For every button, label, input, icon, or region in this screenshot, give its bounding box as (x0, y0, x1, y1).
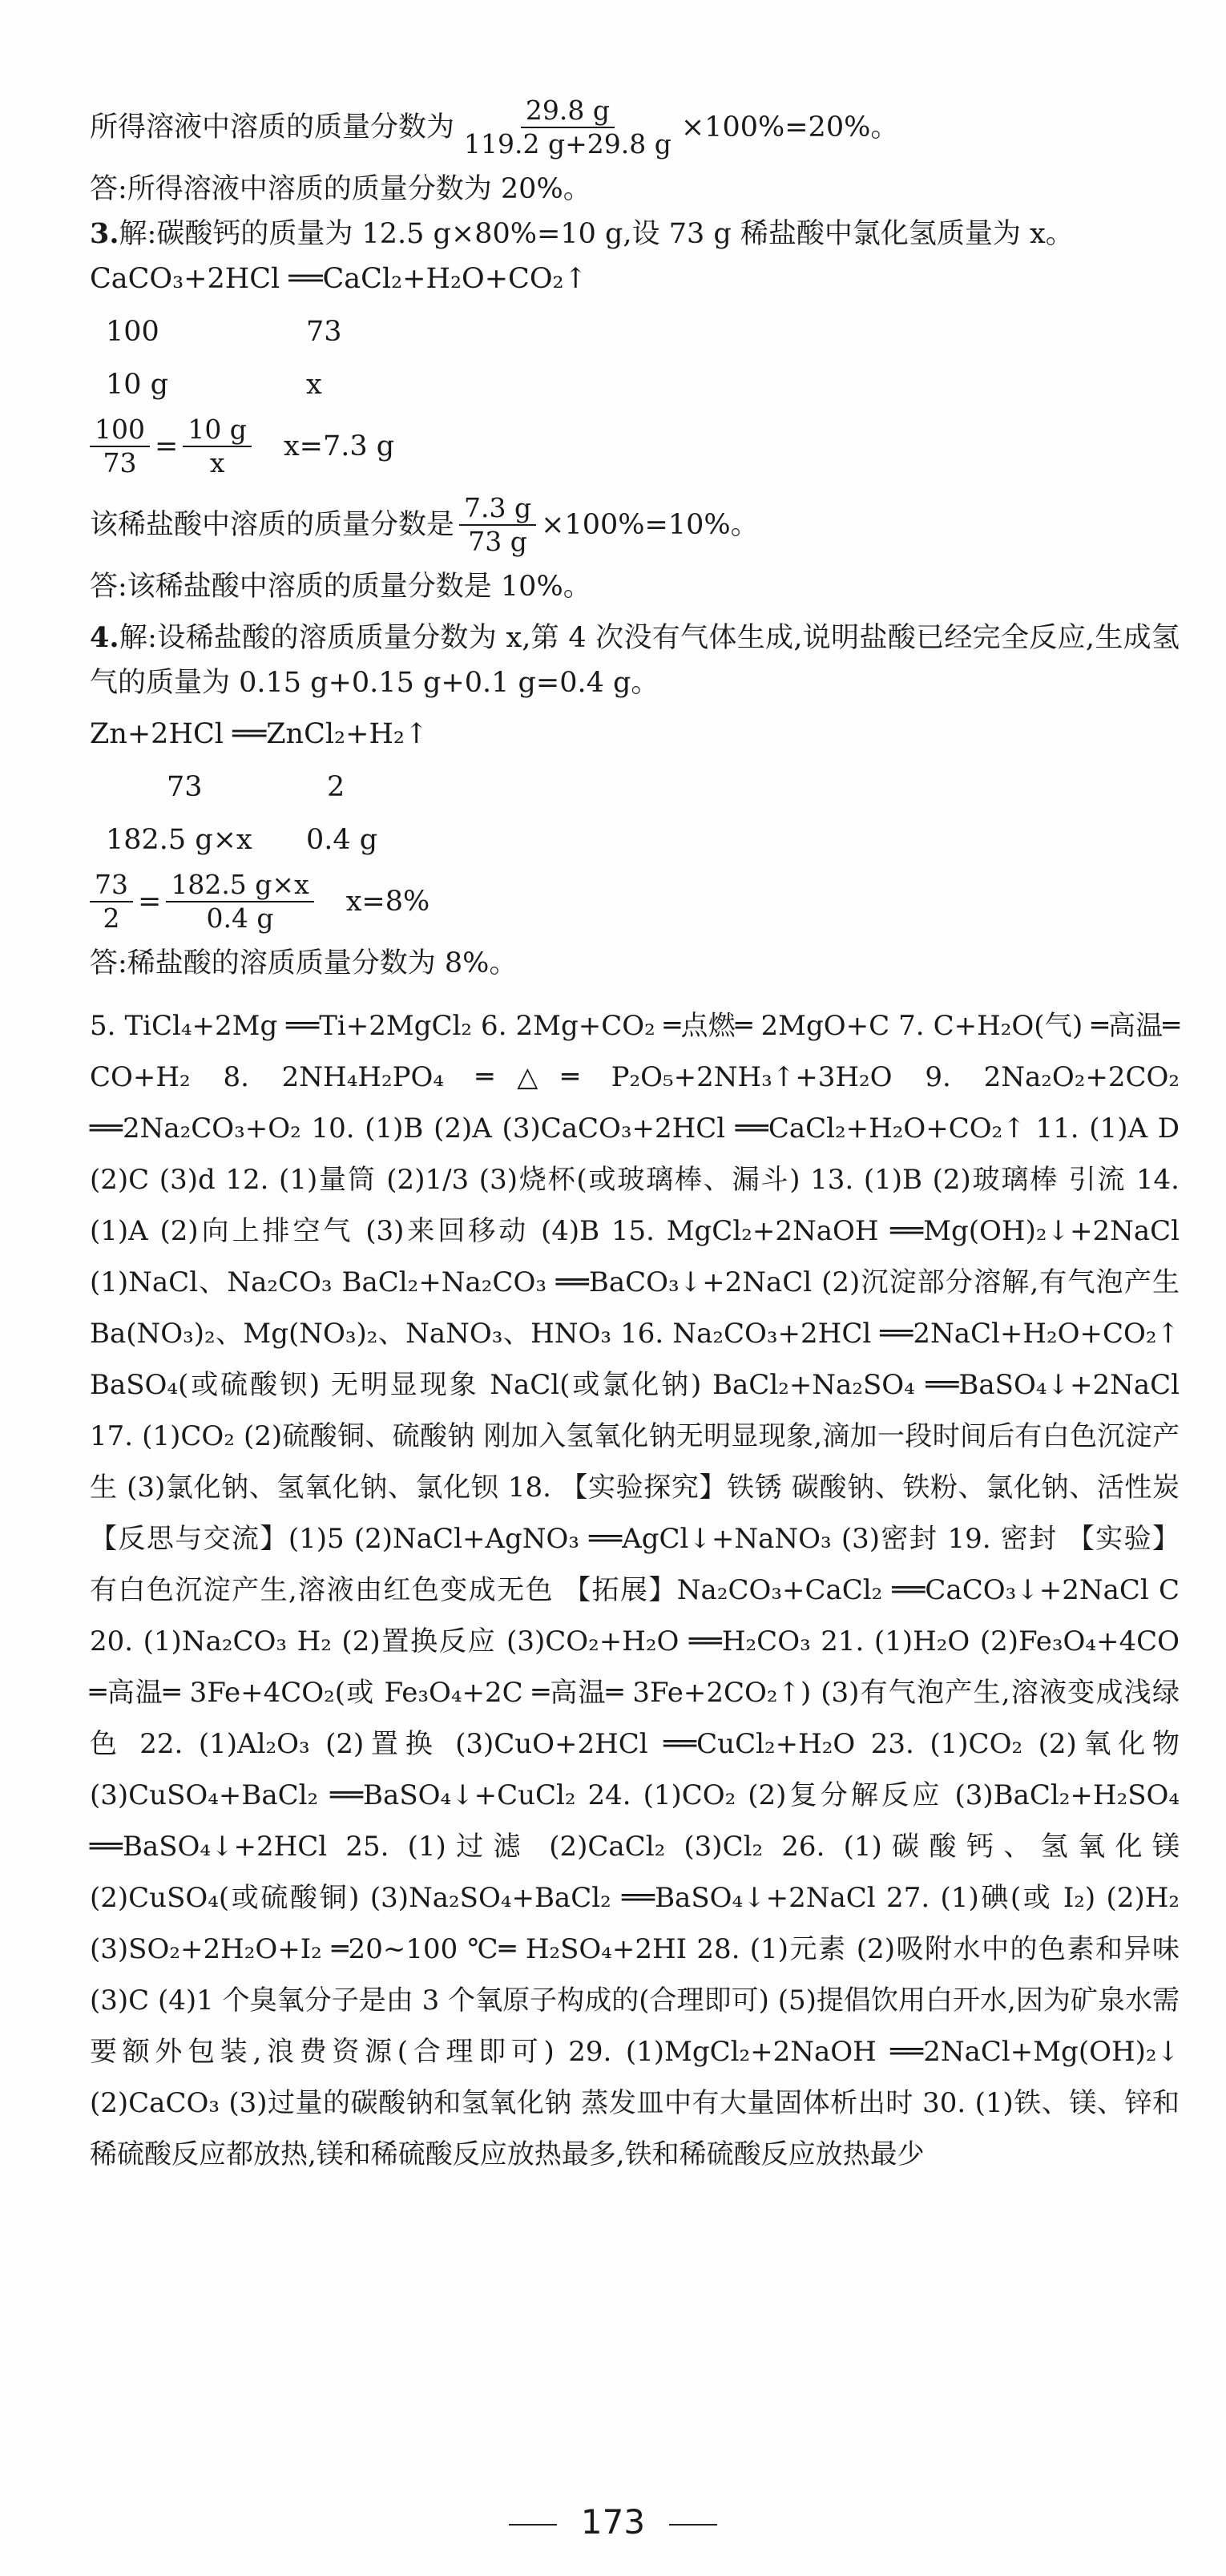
q2-frac-numerator: 29.8 g (521, 95, 615, 128)
q3-proportion (90, 414, 1180, 479)
q3-prop-left-den: 73 (103, 447, 137, 478)
q3-ratio-bot-a: 10 g (106, 369, 169, 401)
q3-number: 3. (90, 217, 119, 250)
q4-ratio-top (90, 771, 1180, 803)
q4-intro (90, 616, 1180, 705)
footer-dash-left (509, 2524, 557, 2526)
q2-fraction-line (90, 95, 1180, 160)
q3-equation: CaCO₃+2HCl ══CaCl₂+H₂O+CO₂↑ (90, 263, 587, 295)
q3-answer: 答:该稀盐酸中溶质的质量分数是 10%。 (90, 571, 591, 603)
answer-content (90, 95, 1180, 2180)
q3-prop-left-num: 100 (90, 414, 150, 447)
q4-prop-right-den: 0.4 g (206, 902, 274, 934)
q3-ratio-bot-b: x (306, 369, 322, 401)
q3-frac-prefix: 该稀盐酸中溶质的质量分数是 (90, 509, 455, 541)
footer-dash-right (669, 2524, 717, 2526)
q2-answer: 答:所得溶液中溶质的质量分数为 20%。 (90, 173, 591, 205)
q3-frac-numerator: 7.3 g (459, 492, 536, 526)
q3-fraction-line (90, 492, 1180, 558)
q2-frac-suffix: ×100%=20%。 (680, 111, 899, 143)
q3-fraction (459, 492, 536, 558)
q2-fraction (459, 95, 676, 160)
q3-frac-suffix: ×100%=10%。 (541, 509, 759, 541)
q4-ratio-bot-a: 182.5 g×x (106, 824, 252, 856)
q3-ratio-top-b: 73 (306, 316, 342, 348)
q4-ratio-top-a: 73 (167, 771, 203, 803)
q3-ratio-top-a: 100 (106, 316, 159, 348)
q2-frac-denominator: 119.2 g+29.8 g (464, 128, 671, 159)
q4-prop-equals: = (138, 886, 162, 918)
q3-prop-right (183, 414, 252, 479)
q2-frac-prefix: 所得溶液中溶质的质量分数为 (90, 111, 455, 143)
q3-intro-text: 解:碳酸钙的质量为 12.5 g×80%=10 g,设 73 g 稀盐酸中氯化氢质量为 x。 (119, 218, 1074, 250)
q4-ratio-bottom (90, 824, 1180, 856)
q3-prop-result: x=7.3 g (283, 430, 395, 462)
q3-ratio-top (90, 316, 1180, 348)
q4-ratio-top-b: 2 (327, 771, 345, 803)
q4-equation: Zn+2HCl ══ZnCl₂+H₂↑ (90, 718, 429, 750)
page-footer (0, 2502, 1226, 2542)
q3-prop-right-num: 10 g (183, 414, 252, 447)
q4-prop-result: x=8% (345, 886, 430, 918)
q3-prop-left (90, 414, 150, 479)
q4-proportion (90, 869, 1180, 935)
q4-intro-text: 解:设稀盐酸的溶质质量分数为 x,第 4 次没有气体生成,说明盐酸已经完全反应,生成氢气的质量为 0.15 g+0.15 g+0.1 g=0.4 g。 (90, 622, 1180, 699)
q4-prop-right-num: 182.5 g×x (166, 869, 313, 902)
q3-prop-equals: = (155, 430, 179, 462)
q3-prop-right-den: x (209, 447, 225, 478)
q4-prop-left-num: 73 (90, 869, 133, 902)
page-number: 173 (580, 2502, 646, 2542)
q3-intro (90, 218, 1180, 250)
q4-ratio-bot-b: 0.4 g (306, 824, 378, 856)
answers-5-to-30: 5. TiCl₄+2Mg ══Ti+2MgCl₂ 6. 2Mg+CO₂ ═点燃═ 2MgO+C 7. C+H₂O(气) ═高温═ CO+H₂ 8. 2NH₄H₂PO₄ ═△═ P₂O₅+2NH₃↑+3H₂O 9. 2Na₂O₂+2CO₂ ══2Na₂CO₃+O₂ 10. (1)B (2)A (3)CaCO₃+2HCl ══CaCl₂+H₂O+CO₂↑ 11. (1)A D (2)C (3)d 12. (1)量筒 (2)1/3 (3)烧杯(或玻璃棒、漏斗) 13. (1)B (2)玻璃棒 引流 14. (1)A (2)向上排空气 (3)来回移动 (4)B 15. MgCl₂+2NaOH ══Mg(OH)₂↓+2NaCl (1)NaCl、Na₂CO₃ BaCl₂+Na₂CO₃ ══BaCO₃↓+2NaCl (2)沉淀部分溶解,有气泡产生 Ba(NO₃)₂、Mg(NO₃)₂、NaNO₃、HNO₃ 16. Na₂CO₃+2HCl ══2NaCl+H₂O+CO₂↑ BaSO₄(或硫酸钡) 无明显现象 NaCl(或氯化钠) BaCl₂+Na₂SO₄ ══BaSO₄↓+2NaCl 17. (1)CO₂ (2)硫酸铜、硫酸钠 刚加入氢氧化钠无明显现象,滴加一段时间后有白色沉淀产生 (3)氯化钠、氢氧化钠、氯化钡 18. 【实验探究】铁锈 碳酸钠、铁粉、氯化钠、活性炭 【反思与交流】(1)5 (2)NaCl+AgNO₃ ══AgCl↓+NaNO₃ (3)密封 19. 密封 【实验】有白色沉淀产生,溶液由红色变成无色 【拓展】Na₂CO₃+CaCl₂ ══CaCO₃↓+2NaCl C 20. (1)Na₂CO₃ H₂ (2)置换反应 (3)CO₂+H₂O ══H₂CO₃ 21. (1)H₂O (2)Fe₃O₄+4CO ═高温═ 3Fe+4CO₂(或 Fe₃O₄+2C ═高温═ 3Fe+2CO₂↑) (3)有气泡产生,溶液变成浅绿色 22. (1)Al₂O₃ (2)置换 (3)CuO+2HCl ══CuCl₂+H₂O 23. (1)CO₂ (2)氧化物 (3)CuSO₄+BaCl₂ ══BaSO₄↓+CuCl₂ 24. (1)CO₂ (2)复分解反应 (3)BaCl₂+H₂SO₄ ══BaSO₄↓+2HCl 25. (1)过滤 (2)CaCl₂ (3)Cl₂ 26. (1)碳酸钙、氢氧化镁 (2)CuSO₄(或硫酸铜) (3)Na₂SO₄+BaCl₂ ══BaSO₄↓+2NaCl 27. (1)碘(或 I₂) (2)H₂ (3)SO₂+2H₂O+I₂ ═20~100 ℃═ H₂SO₄+2HI 28. (1)元素 (2)吸附水中的色素和异味 (3)C (4)1 个臭氧分子是由 3 个氧原子构成的(合理即可) (5)提倡饮用白开水,因为矿泉水需要额外包装,浪费资源(合理即可) 29. (1)MgCl₂+2NaOH ══2NaCl+Mg(OH)₂↓ (2)CaCO₃ (3)过量的碳酸钠和氢氧化钠 蒸发皿中有大量固体析出时 30. (1)铁、镁、锌和稀硫酸反应都放热,镁和稀硫酸反应放热最多,铁和稀硫酸反应放热最少 (90, 1010, 1180, 2170)
q4-number: 4. (90, 621, 119, 654)
q3-frac-denominator: 73 g (468, 526, 527, 557)
q4-prop-left-den: 2 (103, 902, 120, 934)
q3-ratio-bottom (90, 369, 1180, 401)
q4-prop-right (166, 869, 313, 935)
q4-answer: 答:稀盐酸的溶质质量分数为 8%。 (90, 947, 518, 979)
q4-prop-left (90, 869, 133, 935)
